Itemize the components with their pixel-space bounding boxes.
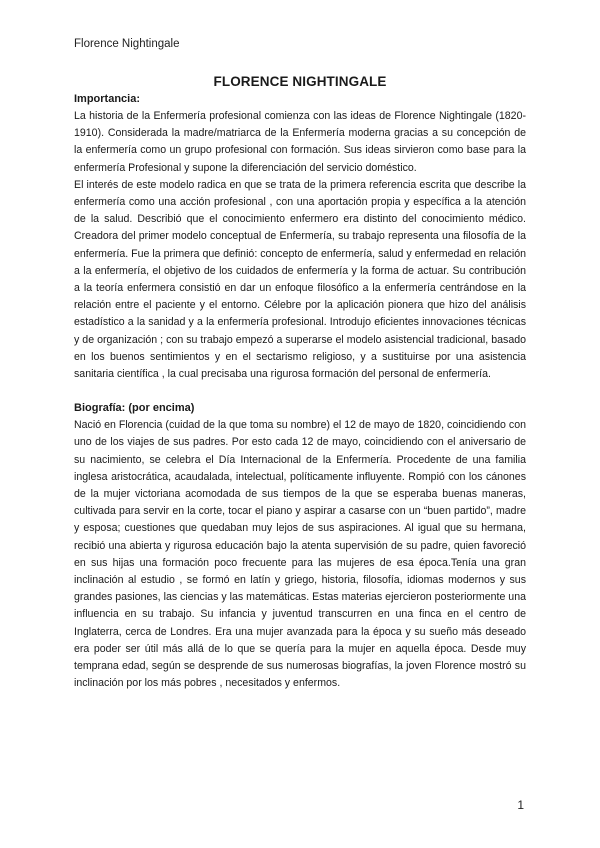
section-biografia [74, 400, 526, 692]
paragraph: El interés de este modelo radica en que se trata de la primera referencia escrita que describe la enfermería como una acción profesional , con una aportación propia y específica a la atención de la salud. Describió que el conocimiento enfermero era distinto del conocimiento médico. Creadora del primer modelo conceptual de Enfermería, su trabajo representa una filosofía de la enfermería. Fue la primera que definió: concepto de enfermería, salud y enfermedad en relación a la enfermería, el objetivo de los cuidados de enfermería y la forma de actuar. Su contribución a la teoría enfermera consistió en dar un enfoque filosófico a la enfermería centrándose en la relación entre el paciente y el entorno. Célebre por la aplicación pionera que hizo del análisis estadístico a la sanidad y a la enfermería profesional. Introdujo eficientes innovaciones técnicas y de organización ; con su trabajo empezó a superarse el modelo asistencial tradicional, basado en los buenos sentimientos y en el sectarismo religioso, y a sustituirse por una asistencia sanitaria científica , la cual precisaba una rigurosa formación del personal de enfermería. [74, 178, 526, 381]
document-body [74, 74, 526, 693]
running-header: Florence Nightingale [74, 38, 180, 50]
paragraph: Nació en Florencia (cuidad de la que toma su nombre) el 12 de mayo de 1820, coincidiendo con uno de los viajes de sus padres. Por esto cada 12 de mayo, coincidiendo con el aniversario de su nacimiento, se celebra el Día Internacional de la Enfermería. Procedente de una familia inglesa aristocrática, acaudalada, intelectual, políticamente influyente. Rompió con los cánones de la mujer victoriana acomodada de sus tiempos de la que se esperaba buenas maneras, cultivada para servir en la corte, tocar el piano y aspirar a casarse con un “buen partido”, madre y esposa; cuestiones que quedaban muy lejos de sus aspiraciones. Al igual que su hermana, recibió una abierta y rigurosa educación bajo la atenta supervisión de su padre, quien favoreció en sus hijas una formación poco frecuente para las mujeres de esa época.Tenía una gran inclinación al estudio , se formó en latín y griego, historia, filosofía, idiomas modernos y sus grandes pasiones, las ciencias y las matemáticas. Estas materias ejercieron posteriormente una influencia en su trabajo. Su infancia y juventud transcurren en una finca en el centro de Inglaterra, cerca de Londres. Era una mujer avanzada para la época y su sueño más deseado era poder ser útil más allá de lo que se quería para la mujer en aquella época. Desde muy temprana edad, según se desprende de sus numerosas biografías, la joven Florence mostró su inclinación por los más pobres , necesitados y enfermos. [74, 419, 526, 690]
document-title: FLORENCE NIGHTINGALE [213, 74, 387, 89]
section-spacer [74, 383, 526, 400]
section-heading: Importancia: [74, 93, 141, 105]
page-number: 1 [517, 798, 524, 812]
section-heading: Biografía: (por encima) [74, 402, 195, 415]
section-importancia [74, 91, 526, 383]
paragraph: La historia de la Enfermería profesional comienza con las ideas de Florence Nightingale (1820-1910). Considerada la madre/matriarca de la Enfermería moderna gracias a su concepción de la enfermería como un grupo profesional con formación. Sus ideas sirvieron como base para la enfermería Profesional y supone la diferenciación del servicio doméstico. [74, 110, 526, 174]
